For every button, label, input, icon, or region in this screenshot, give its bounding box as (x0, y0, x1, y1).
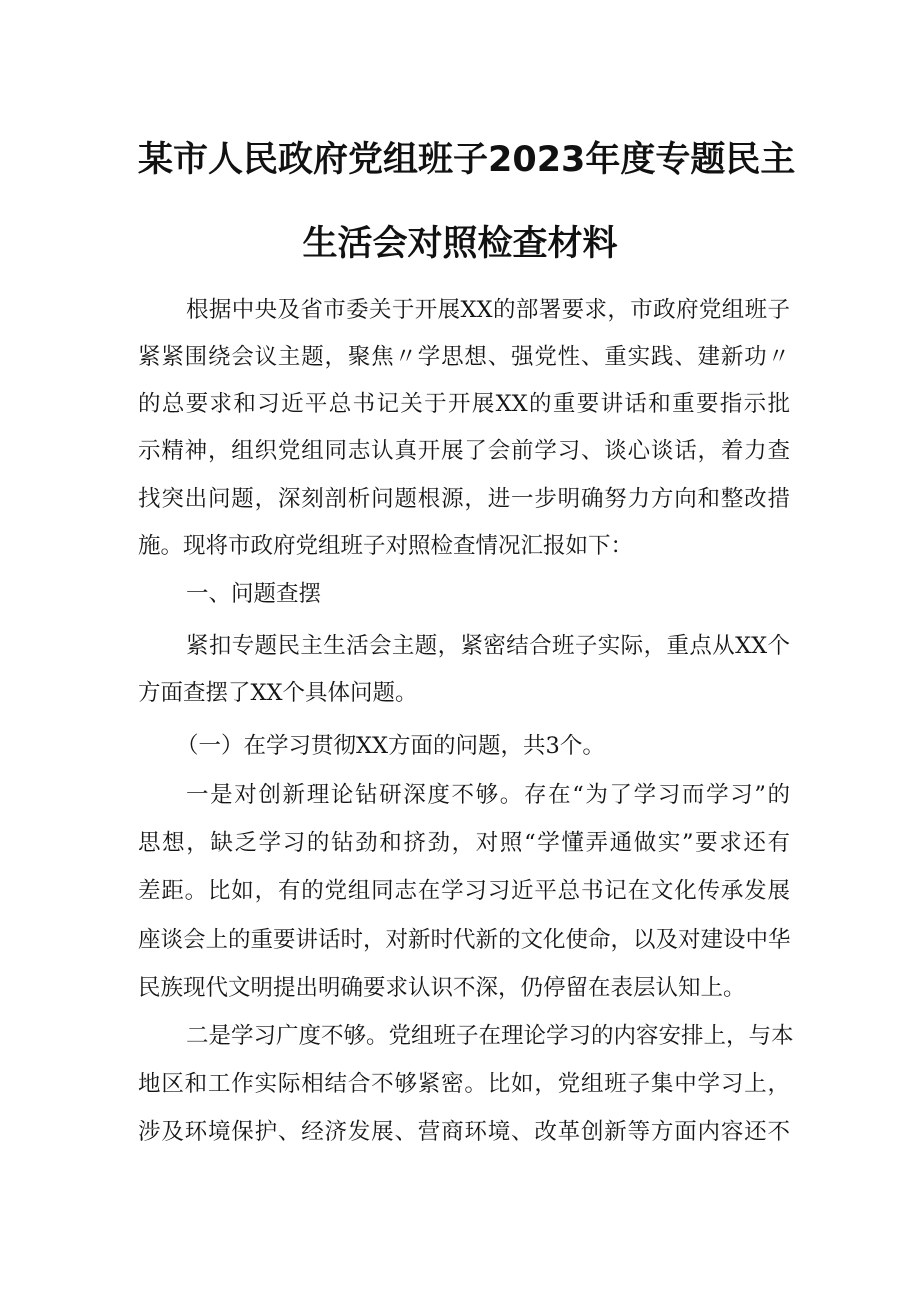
paragraph-line: 二是学习广度不够。党组班子在理论学习的内容安排上，与本 (186, 1023, 794, 1049)
paragraph-line: 方面查摆了XX个具体问题。 (138, 680, 418, 706)
document-title-line-1: 某市人民政府党组班子2023年度专题民主 (138, 140, 796, 180)
paragraph-line: 找突出问题，深刻剖析问题根源，进一步明确努力方向和整改措 (138, 486, 790, 512)
section-heading: 一、问题查摆 (186, 581, 322, 607)
paragraph-line: 民族现代文明提出明确要求认识不深，仍停留在表层认知上。 (138, 975, 746, 1001)
document-title-line-2: 生活会对照检查材料 (302, 224, 618, 264)
paragraph-line: 差距。比如，有的党组同志在学习习近平总书记在文化传承发展 (138, 878, 790, 904)
paragraph-line: 紧紧围绕会议主题，聚焦〃学思想、强党性、重实践、建新功〃 (138, 344, 790, 370)
paragraph-line: 地区和工作实际相结合不够紧密。比如，党组班子集中学习上， (138, 1071, 790, 1097)
paragraph-line: 座谈会上的重要讲话时，对新时代新的文化使命，以及对建设中华 (138, 927, 791, 953)
paragraph-line: 示精神，组织党组同志认真开展了会前学习、谈心谈话，着力查 (138, 438, 790, 464)
paragraph-line: 根据中央及省市委关于开展XX的部署要求，市政府党组班子 (186, 297, 790, 323)
subsection-heading: （一）在学习贯彻XX方面的问题，共3个。 (176, 733, 605, 759)
paragraph-line: 涉及环境保护、经济发展、营商环境、改革创新等方面内容还不 (138, 1119, 790, 1145)
paragraph-line: 一是对创新理论钻研深度不够。存在“为了学习而学习”的 (186, 782, 790, 808)
paragraph-line: 思想，缺乏学习的钻劲和挤劲，对照“学懂弄通做实”要求还有 (138, 830, 790, 856)
paragraph-line: 施。现将市政府党组班子对照检查情况汇报如下： (138, 533, 634, 559)
paragraph-line: 的总要求和习近平总书记关于开展XX的重要讲话和重要指示批 (138, 391, 790, 417)
paragraph-line: 紧扣专题民主生活会主题，紧密结合班子实际，重点从XX个 (186, 633, 790, 659)
